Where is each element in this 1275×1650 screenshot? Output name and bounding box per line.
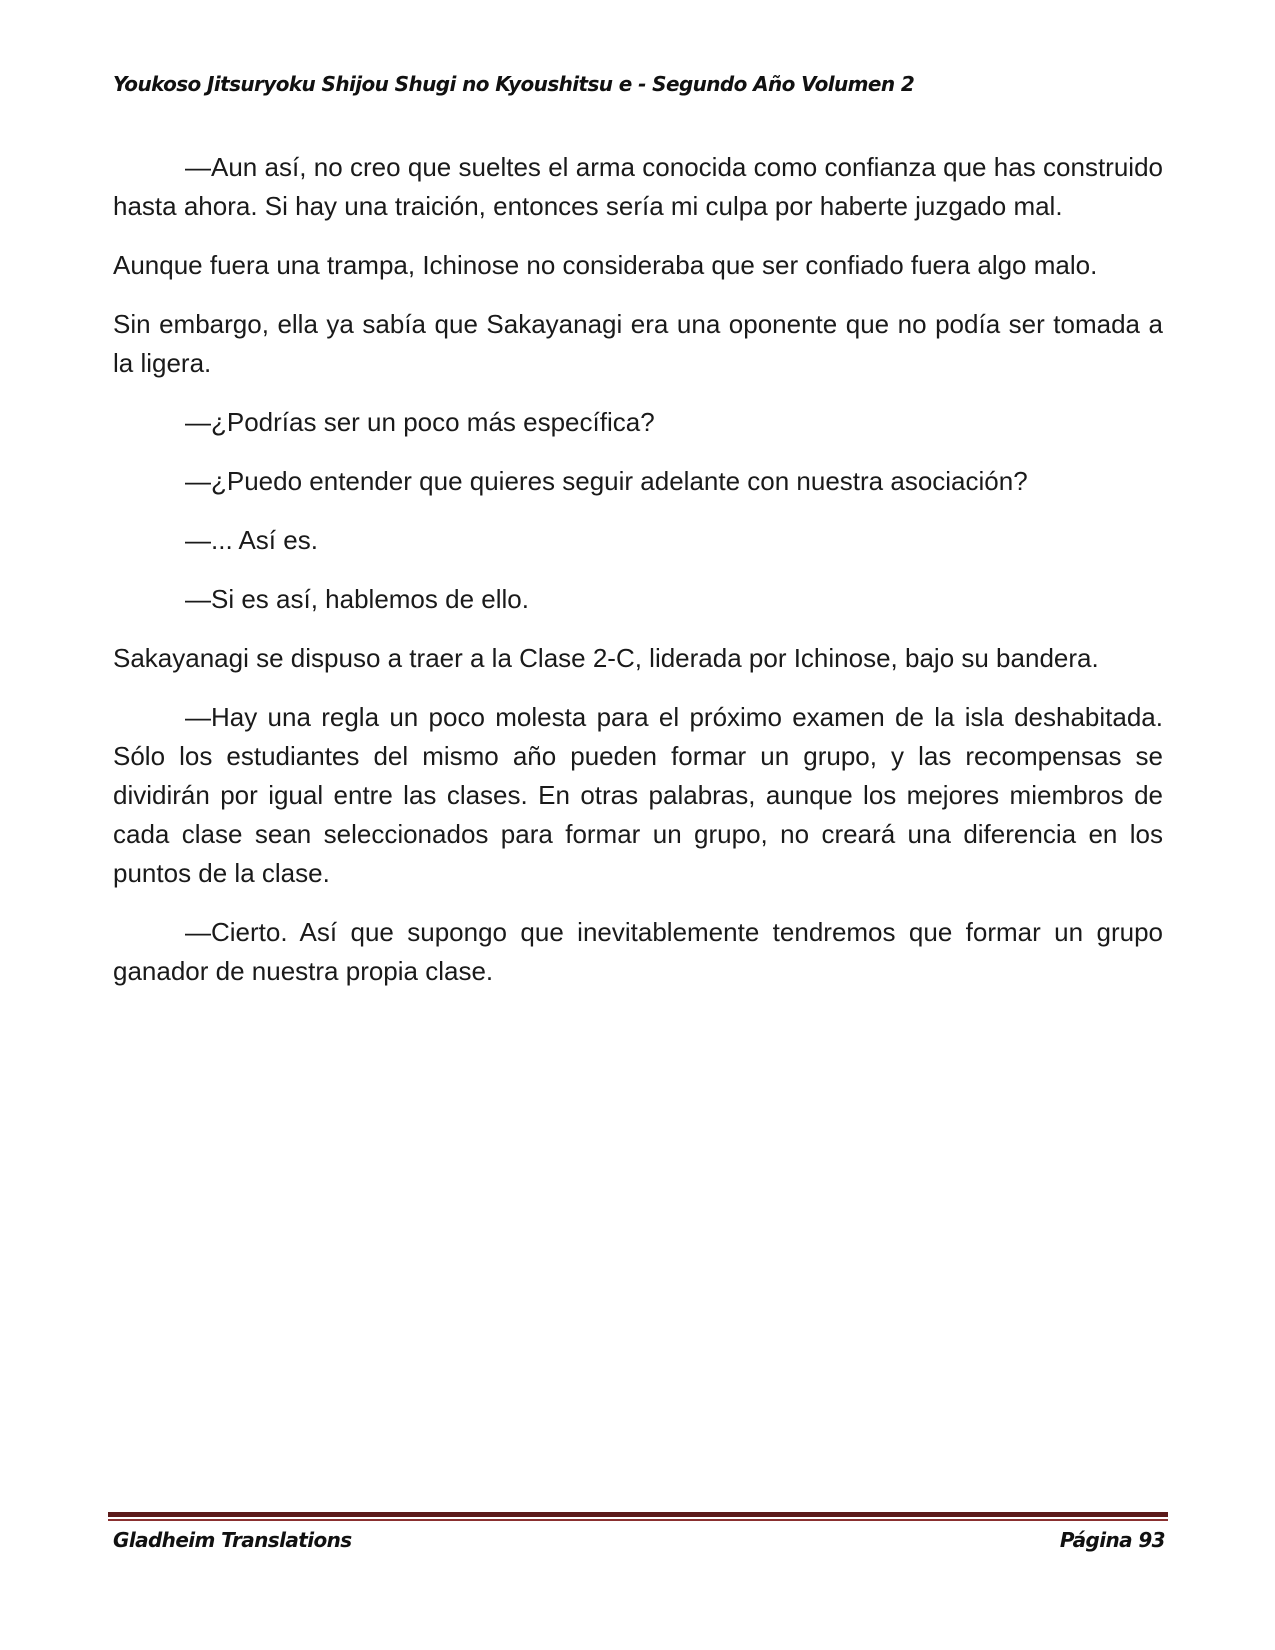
dialogue-paragraph: —¿Podrías ser un poco más específica? — [185, 407, 655, 437]
page-body — [113, 148, 1163, 1011]
footer-divider — [108, 1512, 1168, 1521]
narration-paragraph: Aunque fuera una trampa, Ichinose no consideraba que ser confiado fuera algo malo. — [113, 250, 1098, 280]
narration-paragraph: Sakayanagi se dispuso a traer a la Clase 2-C, liderada por Ichinose, bajo su bandera. — [113, 643, 1099, 673]
dialogue-paragraph: —Si es así, hablemos de ello. — [185, 584, 529, 614]
dialogue-paragraph: —Cierto. Así que supongo que inevitablemente tendremos que formar un grupo ganador de nuestra propia clase. — [113, 917, 1163, 986]
footer-divider-thin — [108, 1519, 1168, 1521]
dialogue-paragraph: —¿Puedo entender que quieres seguir adelante con nuestra asociación? — [185, 466, 1028, 496]
dialogue-paragraph: —... Así es. — [185, 525, 318, 555]
dialogue-paragraph: —Aun así, no creo que sueltes el arma conocida como confianza que has construido hasta ahora. Si hay una traición, entonces sería mi culpa por haberte juzgado mal. — [113, 152, 1163, 221]
footer-translator-credit: Gladheim Translations — [113, 1528, 352, 1552]
dialogue-paragraph: —Hay una regla un poco molesta para el próximo examen de la isla deshabitada. Sólo los estudiantes del mismo año pueden formar un grupo, y las recompensas se dividirán por igual entre las clases. En otras palabras, aunque los mejores miembros de cada clase sean seleccionados para formar un grupo, no creará una diferencia en los puntos de la clase. — [113, 702, 1163, 888]
narration-paragraph: Sin embargo, ella ya sabía que Sakayanagi era una oponente que no podía ser tomada a la ligera. — [113, 309, 1163, 378]
running-header: Youkoso Jitsuryoku Shijou Shugi no Kyoushitsu e - Segundo Año Volumen 2 — [113, 72, 915, 96]
page-number: Página 93 — [1059, 1528, 1165, 1552]
footer-divider-thick — [108, 1512, 1168, 1517]
